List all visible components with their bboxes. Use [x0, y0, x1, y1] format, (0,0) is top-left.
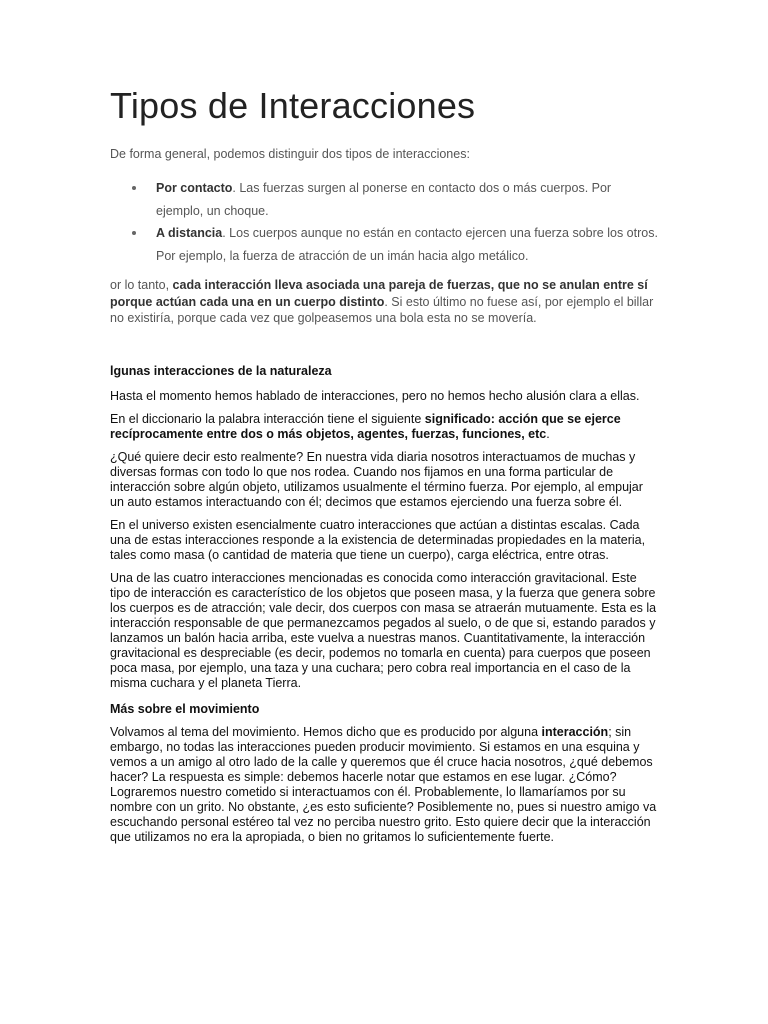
- definition-text-end: .: [546, 426, 550, 441]
- page-title: Tipos de Interacciones: [110, 85, 476, 126]
- movement-emphasis: interacción: [541, 724, 609, 739]
- body-paragraph: En el universo existen esencialmente cuatro interacciones que actúan a distintas escalas. Cada una de estas interacciones responde a la existencia de determinadas propiedades en la materia, tales como masa (o cantidad de materia que tiene un cuerpo), carga eléctrica, entre otras.: [110, 517, 646, 562]
- definition-paragraph: [110, 412, 658, 442]
- movement-paragraph: [110, 725, 658, 845]
- intro-paragraph: De forma general, podemos distinguir dos tipos de interacciones:: [110, 147, 470, 161]
- conclusion-text-end: . Si esto último no fuese así, por ejemplo el billar no existiría, porque cada vez que golpeasemos una bola esta no se movería.: [110, 294, 654, 325]
- list-item-term: A distancia: [156, 226, 223, 240]
- list-item-contact: [110, 177, 658, 222]
- conclusion-emphasis: cada interacción lleva asociada una pareja de fuerzas, que no se anulan entre sí porque actúan cada una en un cuerpo distinto: [110, 278, 648, 309]
- list-item-text: . Los cuerpos aunque no están en contacto ejercen una fuerza sobre los otros. Por ejemplo, la fuerza de atracción de un imán hacia algo metálico.: [156, 226, 658, 263]
- list-item-distance: [110, 222, 658, 267]
- interaction-types-list: [110, 177, 658, 267]
- body-paragraph: Una de las cuatro interacciones mencionadas es conocida como interacción gravitacional. Este tipo de interacción es característico de los objetos que poseen masa, y la fuerza que genera sobre los cuerpos es de atracción; vale decir, dos cuerpos con masa se atraerán mutuamente. Esta es la interacción responsable de que permanezcamos pegados al suelo, o de que si, estando parados y lanzamos un balón hacia arriba, este vuelva a nuestras manos. Cuantitativamente, la interacción gravitacional es despreciable (es decir, podemos no tomarla en cuenta) para cuerpos que poseen poca masa, por ejemplo, una taza y una cuchara; pero cobra real importancia en el caso de la misma cuchara y el planeta Tierra.: [110, 570, 657, 690]
- section-heading-interactions: lgunas interacciones de la naturaleza: [110, 363, 332, 378]
- movement-text-start: Volvamos al tema del movimiento. Hemos dicho que es producido por alguna: [110, 724, 542, 739]
- conclusion-text-start: or lo tanto,: [110, 278, 173, 292]
- list-item-text: . Las fuerzas surgen al ponerse en contacto dos o más cuerpos. Por ejemplo, un choque.: [156, 181, 612, 218]
- list-item-term: Por contacto: [156, 181, 233, 195]
- document-page: [110, 84, 658, 853]
- body-paragraph: ¿Qué quiere decir esto realmente? En nuestra vida diaria nosotros interactuamos de muchas y diversas formas con todo lo que nos rodea. Cuando nos fijamos en una forma particular de interacción sobre algún objeto, utilizamos usualmente el término fuerza. Por ejemplo, al empujar un auto estamos interactuando con él; decimos que estamos ejerciendo una fuerza sobre él.: [110, 449, 643, 509]
- movement-text-end: ; sin embargo, no todas las interacciones pueden producir movimiento. Si estamos en una esquina y vemos a un amigo al otro lado de la calle y queremos que él cruce hacia nosotros, ¿qué debemos hacer? La respuesta es simple: debemos hacerle notar que estamos en ese lugar. ¿Cómo? Lograremos nuestro cometido si interactuamos con él. Probablemente, lo llamaríamos por su nombre con un grito. No obstante, ¿es esto suficiente? Posiblemente no, pues si nuestro amigo va escuchando personal estéreo tal vez no perciba nuestro grito. Esto quiere decir que la interacción que utilizamos no era la apropiada, o bien no gritamos lo suficientemente fuerte.: [110, 724, 657, 844]
- bullet-icon: [132, 231, 136, 235]
- definition-text-start: En el diccionario la palabra interacción tiene el siguiente: [110, 411, 425, 426]
- section-heading-movement: Más sobre el movimiento: [110, 701, 260, 716]
- bullet-icon: [132, 186, 136, 190]
- definition-emphasis: significado: acción que se ejerce recíprocamente entre dos o más objetos, agentes, fuerzas, funciones, etc: [110, 411, 621, 441]
- conclusion-paragraph: [110, 277, 658, 327]
- body-paragraph: Hasta el momento hemos hablado de interacciones, pero no hemos hecho alusión clara a ellas.: [110, 388, 640, 403]
